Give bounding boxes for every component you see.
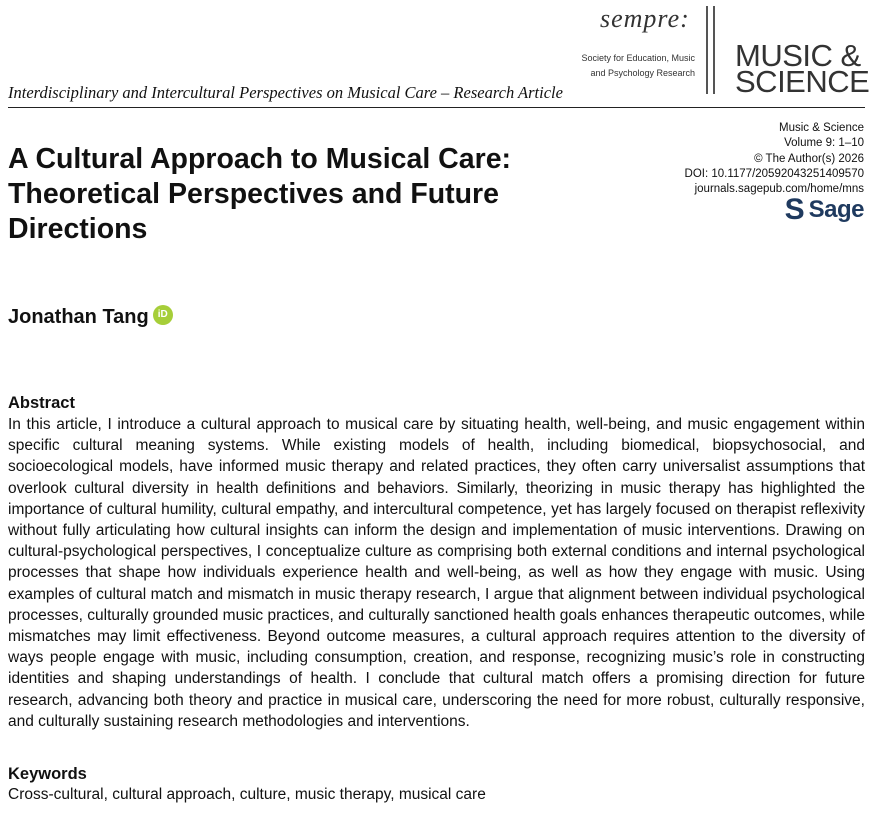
sage-wordmark: Sage [808, 196, 864, 223]
article-meta [685, 121, 864, 197]
author-name: Jonathan Tang [8, 306, 149, 328]
meta-url[interactable]: journals.sagepub.com/home/mns [694, 183, 864, 196]
society-line-2: and Psychology Research [590, 68, 695, 78]
journal-logo-line-2: SCIENCE [735, 64, 870, 99]
article-type: Interdisciplinary and Intercultural Perspectives on Musical Care – Research Article [8, 83, 563, 102]
society-line-1: Society for Education, Music [581, 53, 695, 63]
meta-journal: Music & Science [778, 122, 864, 134]
sage-logo [784, 193, 864, 226]
meta-copyright: © The Author(s) 2026 [754, 152, 864, 165]
journal-logo-line-1: MUSIC & [735, 38, 861, 73]
abstract-heading: Abstract [8, 394, 75, 412]
sage-s-icon: S [784, 193, 805, 226]
header-rule [8, 107, 865, 108]
article-title: A Cultural Approach to Musical Care: Theoretical Perspectives and Future Directions [8, 143, 512, 245]
logo-divider-left [706, 6, 708, 94]
orcid-icon[interactable]: iD [153, 305, 173, 325]
keywords-heading: Keywords [8, 765, 87, 783]
logo-divider-right [713, 6, 715, 94]
meta-volume: Volume 9: 1–10 [784, 137, 864, 150]
author-block [8, 306, 173, 329]
meta-doi[interactable]: DOI: 10.1177/20592043251409570 [684, 167, 864, 180]
abstract-text: In this article, I introduce a cultural approach to musical care by situating health, well-being, and music engagement within specific cultural meaning systems. While existing models of health, including biomedical, biopsychosocial, and socioecological models, have informed music therapy and related practices, they often carry universalist assumptions that overlook cultural diversity in health definitions and behaviors. Similarly, theorizing in music therapy has highlighted the importance of cultural humility, cultural empathy, and intercultural competence, yet has largely focused on therapist reflexivity without fully articulating how cultural insights can inform the design and implementation of music interventions. Drawing on cultural-psychological perspectives, I conceptualize culture as comprising both external conditions and internal psychological processes that shape how individuals experience health and well-being, as well as how they engage with music. Using examples of cultural match and mismatch in music therapy research, I argue that alignment between individual psychological processes, culturally grounded music practices, and culturally sanctioned health goals enhances therapeutic outcomes, while mismatches may limit effectiveness. Beyond outcome measures, a cultural approach requires attention to the diversity of ways people engage with music, including consumption, creation, and response, recognizing music’s role in constructing identities and shaping understandings of health. I conclude that cultural match offers a promising direction for future research, advancing both theory and practice in musical care, underscoring the need for more robust, culturally responsive, and culturally sustaining research methodologies and interventions. [8, 416, 865, 730]
keywords-text: Cross-cultural, cultural approach, culture, music therapy, musical care [8, 786, 486, 803]
society-text [560, 51, 695, 81]
sempre-logo: sempre: [600, 4, 690, 33]
